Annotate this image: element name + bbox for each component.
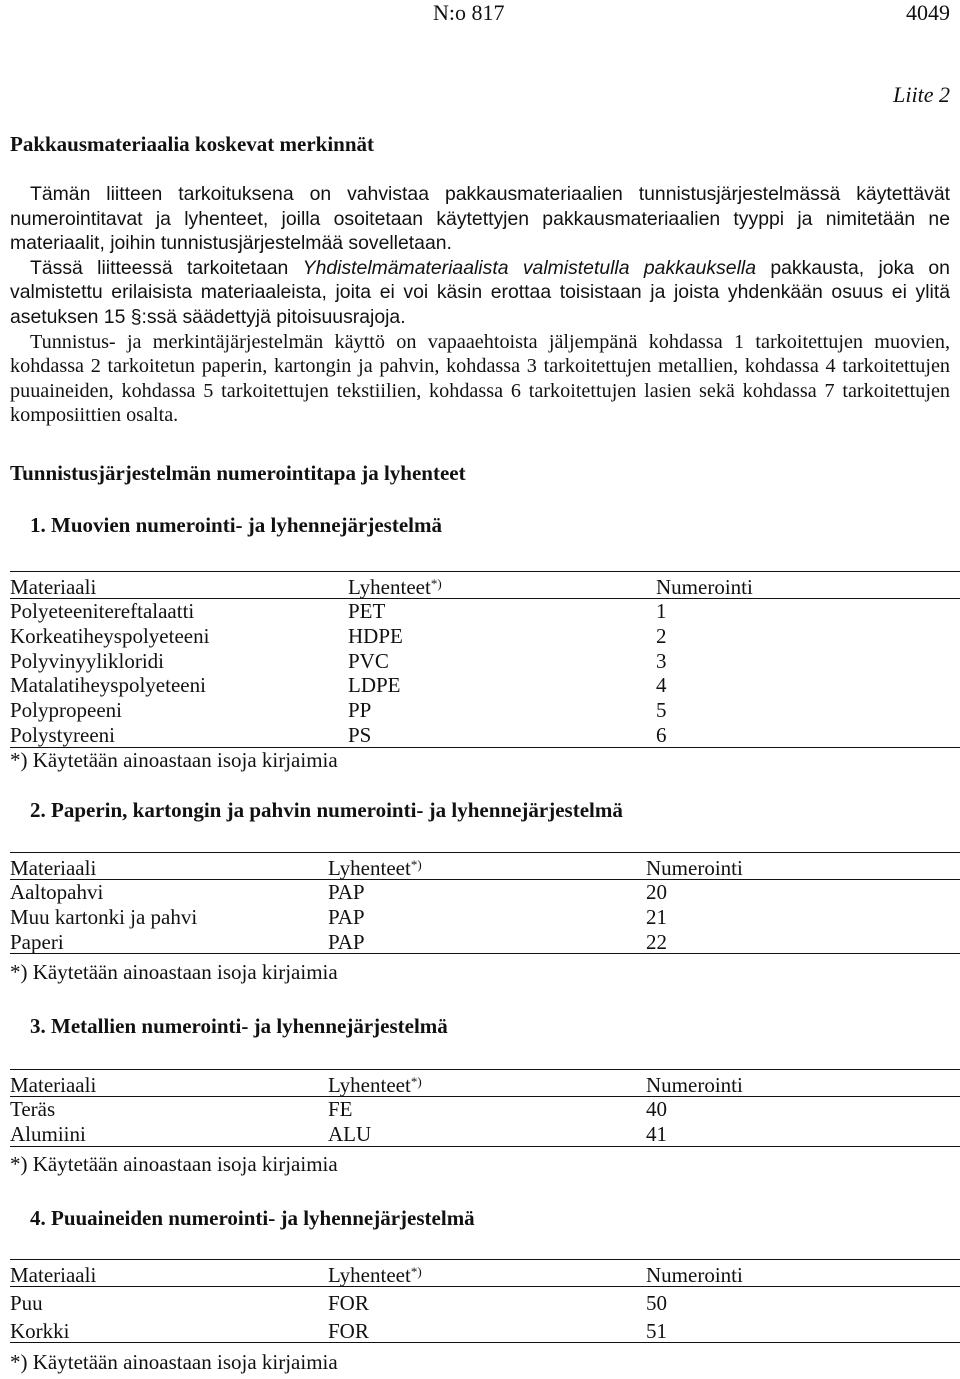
material-cell: Aaltopahvi (10, 880, 104, 904)
col-header-abbr-label: Lyhenteet (328, 856, 411, 880)
section-title-paper: 2. Paperin, kartongin ja pahvin numerointi- ja lyhennejärjestelmä (30, 798, 623, 822)
table-row (10, 1287, 960, 1315)
table-row (10, 1097, 960, 1122)
col-header-number: Numerointi (646, 1073, 743, 1097)
abbr-cell: PAP (328, 904, 365, 929)
number-cell: 2 (656, 623, 667, 648)
number-cell: 41 (646, 1121, 667, 1146)
wood-table (10, 1259, 960, 1343)
col-header-abbr (328, 856, 422, 881)
abbr-cell: PET (348, 599, 386, 623)
page-header-issue: N:o 817 (433, 0, 505, 25)
abbr-cell: ALU (328, 1121, 372, 1146)
material-cell: Muu kartonki ja pahvi (10, 904, 198, 929)
material-cell: Korkeatiheyspolyeteeni (10, 623, 210, 648)
section-title-plastics: 1. Muovien numerointi- ja lyhennejärjestelmä (30, 513, 442, 537)
number-cell: 40 (646, 1097, 667, 1121)
col-header-material: Materiaali (10, 856, 97, 880)
plastics-table (10, 571, 960, 748)
table-row (10, 880, 960, 905)
col-header-abbr-label: Lyhenteet (328, 1073, 411, 1097)
number-cell: 1 (656, 599, 667, 623)
table-header-row (10, 852, 960, 880)
table-row (10, 698, 960, 723)
abbr-cell: FOR (328, 1319, 369, 1343)
page-number: 4049 (906, 0, 950, 25)
col-header-abbr (328, 1073, 422, 1098)
col-header-abbr (348, 575, 442, 600)
material-cell: Alumiini (10, 1121, 86, 1146)
number-cell: 21 (646, 904, 667, 929)
table-header-row (10, 571, 960, 599)
abbr-cell: FOR (328, 1291, 369, 1315)
number-cell: 3 (656, 648, 667, 673)
appendix-label: Liite 2 (893, 82, 950, 107)
table-footnote: *) Käytetään ainoastaan isoja kirjaimia (10, 960, 338, 984)
document-title: Pakkausmateriaalia koskevat merkinnät (10, 132, 375, 156)
table-footnote: *) Käytetään ainoastaan isoja kirjaimia (10, 1152, 338, 1176)
intro-paragraph-definition (10, 256, 950, 330)
intro-paragraph-purpose: Tämän liitteen tarkoituksena on vahvistaa pakkausmateriaalien tunnistusjärjestelmässä käytettävät numerointitavat ja lyhenteet, joilla osoitetaan käytettyjen pakkausmateriaalien tyyppi ja nimitetään ne materiaalit, joihin tunnistusjärjestelmää sovelletaan. (10, 183, 950, 255)
number-cell: 50 (646, 1291, 667, 1315)
table-row (10, 1122, 960, 1147)
table-row (10, 673, 960, 698)
table-header-row (10, 1259, 960, 1287)
footnote-mark: *) (410, 1074, 422, 1089)
col-header-number: Numerointi (646, 856, 743, 880)
material-cell: Polystyreeni (10, 722, 115, 747)
table-row (10, 905, 960, 930)
paper-table (10, 852, 960, 954)
abbr-cell: HDPE (348, 623, 403, 648)
table-row (10, 930, 960, 955)
col-header-material: Materiaali (10, 1263, 97, 1287)
col-header-number: Numerointi (656, 575, 753, 599)
material-cell: Korkki (10, 1319, 70, 1343)
col-header-material: Materiaali (10, 1073, 97, 1097)
abbr-cell: LDPE (348, 673, 401, 698)
table-row (10, 649, 960, 674)
abbr-cell: PAP (328, 880, 365, 904)
section-title-metals: 3. Metallien numerointi- ja lyhennejärjestelmä (30, 1014, 448, 1038)
abbr-cell: PS (348, 722, 372, 747)
col-header-material: Materiaali (10, 575, 97, 599)
number-cell: 51 (646, 1319, 667, 1343)
footnote-mark: *) (410, 1264, 422, 1279)
col-header-abbr (328, 1263, 422, 1288)
table-row (10, 599, 960, 624)
material-cell: Polyvinyylikloridi (10, 648, 165, 673)
intro-paragraph-scope: Tunnistus- ja merkintäjärjestelmän käyttö on vapaaehtoista jäljempänä kohdassa 1 tarkoitettujen muovien, kohdassa 2 tarkoitetun paperin, kartongin ja pahvin, kohdassa 3 tarkoitettujen metallien, kohdassa 4 tarkoitettujen puuaineiden, kohdassa 5 tarkoitettujen tekstiilien, kohdassa 6 tarkoitettujen lasien sekä kohdassa 7 tarkoitettujen komposiittien osalta. (10, 330, 950, 427)
table-header-row (10, 1069, 960, 1097)
definition-text: pakkausta, joka on valmistettu erilaisista materiaaleista, joita ei voi käsin erottaa toisistaan ja joista yhdenkään osuus ei ylitä asetuksen 15 §:ssä säädettyjä pitoisuusrajoja. (10, 256, 950, 328)
material-cell: Polypropeeni (10, 698, 122, 723)
number-cell: 22 (646, 929, 667, 954)
col-header-number: Numerointi (646, 1263, 743, 1287)
material-cell: Puu (10, 1291, 43, 1315)
table-footnote: *) Käytetään ainoastaan isoja kirjaimia (10, 748, 338, 772)
table-row (10, 624, 960, 649)
number-cell: 5 (656, 698, 667, 723)
intro-text (10, 182, 950, 428)
col-header-abbr-label: Lyhenteet (328, 1263, 411, 1287)
abbr-cell: PVC (348, 648, 389, 673)
system-heading: Tunnistusjärjestelmän numerointitapa ja lyhenteet (10, 461, 466, 485)
footnote-mark: *) (410, 857, 422, 872)
number-cell: 6 (656, 722, 667, 747)
footnote-mark: *) (430, 576, 442, 591)
material-cell: Polyeteenitereftalaatti (10, 599, 195, 623)
table-footnote: *) Käytetään ainoastaan isoja kirjaimia (10, 1350, 338, 1374)
metals-table (10, 1069, 960, 1147)
material-cell: Matalatiheyspolyeteeni (10, 673, 206, 698)
abbr-cell: PAP (328, 929, 365, 954)
abbr-cell: PP (348, 698, 372, 723)
abbr-cell: FE (328, 1097, 353, 1121)
material-cell: Paperi (10, 929, 64, 954)
number-cell: 4 (656, 673, 667, 698)
section-title-wood: 4. Puuaineiden numerointi- ja lyhennejärjestelmä (30, 1206, 475, 1230)
definition-lead: Tässä liitteessä tarkoitetaan (30, 256, 303, 279)
number-cell: 20 (646, 880, 667, 904)
definition-term: Yhdistelmämateriaalista valmistetulla pakkauksella (302, 256, 756, 279)
table-row (10, 1315, 960, 1343)
col-header-abbr-label: Lyhenteet (348, 575, 431, 599)
material-cell: Teräs (10, 1097, 56, 1121)
table-row (10, 723, 960, 748)
